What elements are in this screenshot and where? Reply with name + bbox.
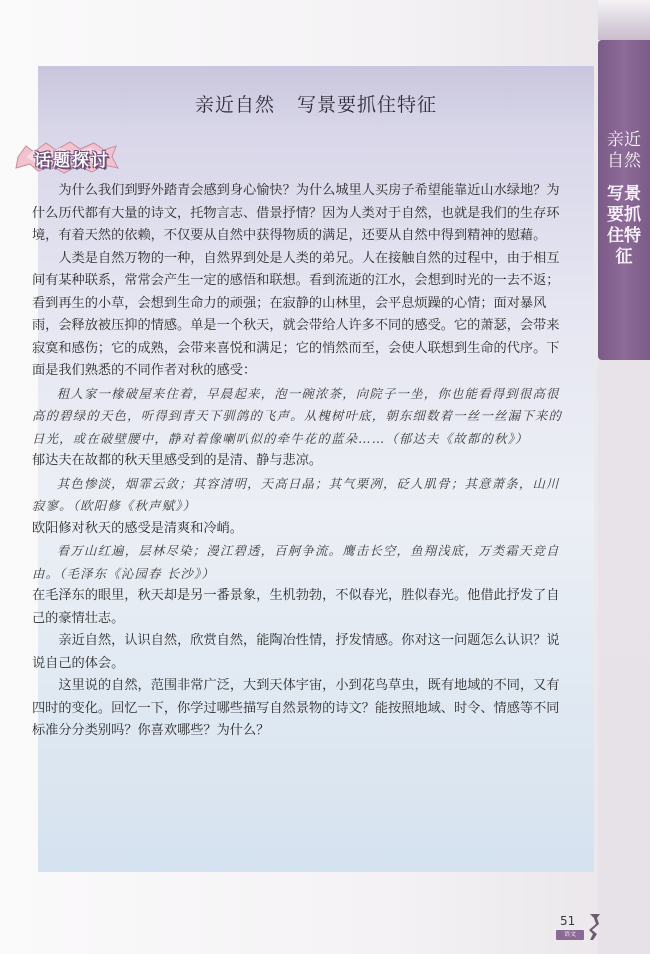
body-paragraph: 郁达夫在故都的秋天里感受到的是清、静与悲凉。 bbox=[32, 453, 323, 468]
body-paragraph: 这里说的自然，范围非常广泛，大到天体宇宙，小到花鸟草虫，既有地域的不同，又有四时的变化。回忆一下，你学过哪些描写自然景物的诗文？能按照地域、时令、情感等不同标准分分类别吗？你喜欢哪些？为什么？ bbox=[32, 678, 560, 738]
title-part1: 亲近自然 bbox=[194, 94, 275, 116]
body-paragraph: 亲近自然，认识自然，欣赏自然，能陶冶性情，抒发情感。你对这一问题怎么认识？说说自己的体会。 bbox=[32, 633, 560, 671]
side-tab-text bbox=[606, 130, 642, 268]
side-tab-unit: 亲近自然 bbox=[607, 130, 641, 171]
page-number: 51 bbox=[560, 914, 576, 928]
body-paragraph: 为什么我们到野外踏青会感到身心愉快？为什么城里人买房子希望能靠近山水绿地？为什么历代都有大量的诗文，托物言志、借景抒情？因为人类对于自然，也就是我们的生存环境，有着天然的依赖，不仅要从自然中获得物质的满足，还要从自然中得到精神的慰藉。 bbox=[32, 183, 560, 243]
title-part2: 写景要抓住特征 bbox=[297, 94, 438, 116]
quote-paragraph: 租人家一椽破屋来住着，早晨起来，泡一碗浓茶，向院子一坐，你也能看得到很高很高的碧绿的天色，听得到青天下驯鸽的飞声。从槐树叶底，朝东细数着一丝一丝漏下来的日光，或在破壁腰中，静对着像喇叭似的牵牛花的蓝朵……（郁达夫《故都的秋》） bbox=[32, 385, 563, 446]
side-tab-topic: 写景要抓住特征 bbox=[607, 184, 641, 267]
page-ornament-icon bbox=[588, 912, 602, 942]
body-paragraph: 欧阳修对秋天的感受是清爽和冷峭。 bbox=[32, 520, 243, 536]
side-tab-top bbox=[598, 0, 650, 40]
page-badge-label: 语文 bbox=[563, 931, 576, 938]
quote-paragraph: 其色惨淡，烟霏云敛；其容清明，天高日晶；其气栗冽，砭人肌骨；其意萧条，山川寂寥。（欧阳修《秋声赋》） bbox=[32, 475, 560, 513]
section-tag-label: 话题探讨 bbox=[34, 151, 110, 171]
page-title bbox=[38, 90, 594, 117]
body-paragraph: 在毛泽东的眼里，秋天却是另一番景象，生机勃勃，不似春光，胜似春光。他借此抒发了自己的豪情壮志。 bbox=[32, 588, 560, 626]
page-badge bbox=[556, 930, 584, 940]
quote-paragraph: 看万山红遍，层林尽染；漫江碧透，百舸争流。鹰击长空，鱼翔浅底，万类霜天竞自由。（毛泽东《沁园春 长沙》） bbox=[32, 543, 560, 581]
section-tag bbox=[12, 140, 120, 174]
body-paragraph: 人类是自然万物的一种，自然界到处是人类的弟兄。人在接触自然的过程中，由于相互间有某种联系，常常会产生一定的感悟和联想。看到流逝的江水，会想到时光的一去不返；看到再生的小草，会想到生命力的顽强；在寂静的山林里，会平息烦躁的心情；面对暴风雨，会释放被压抑的情感。单是一个秋天，就会带给人许多不同的感受。它的萧瑟，会带来寂寞和感伤；它的成熟，会带来喜悦和满足；它的悄然而至，会使人联想到生命的代序。下面是我们熟悉的不同作者对秋的感受： bbox=[32, 250, 560, 378]
body-text bbox=[32, 180, 572, 743]
